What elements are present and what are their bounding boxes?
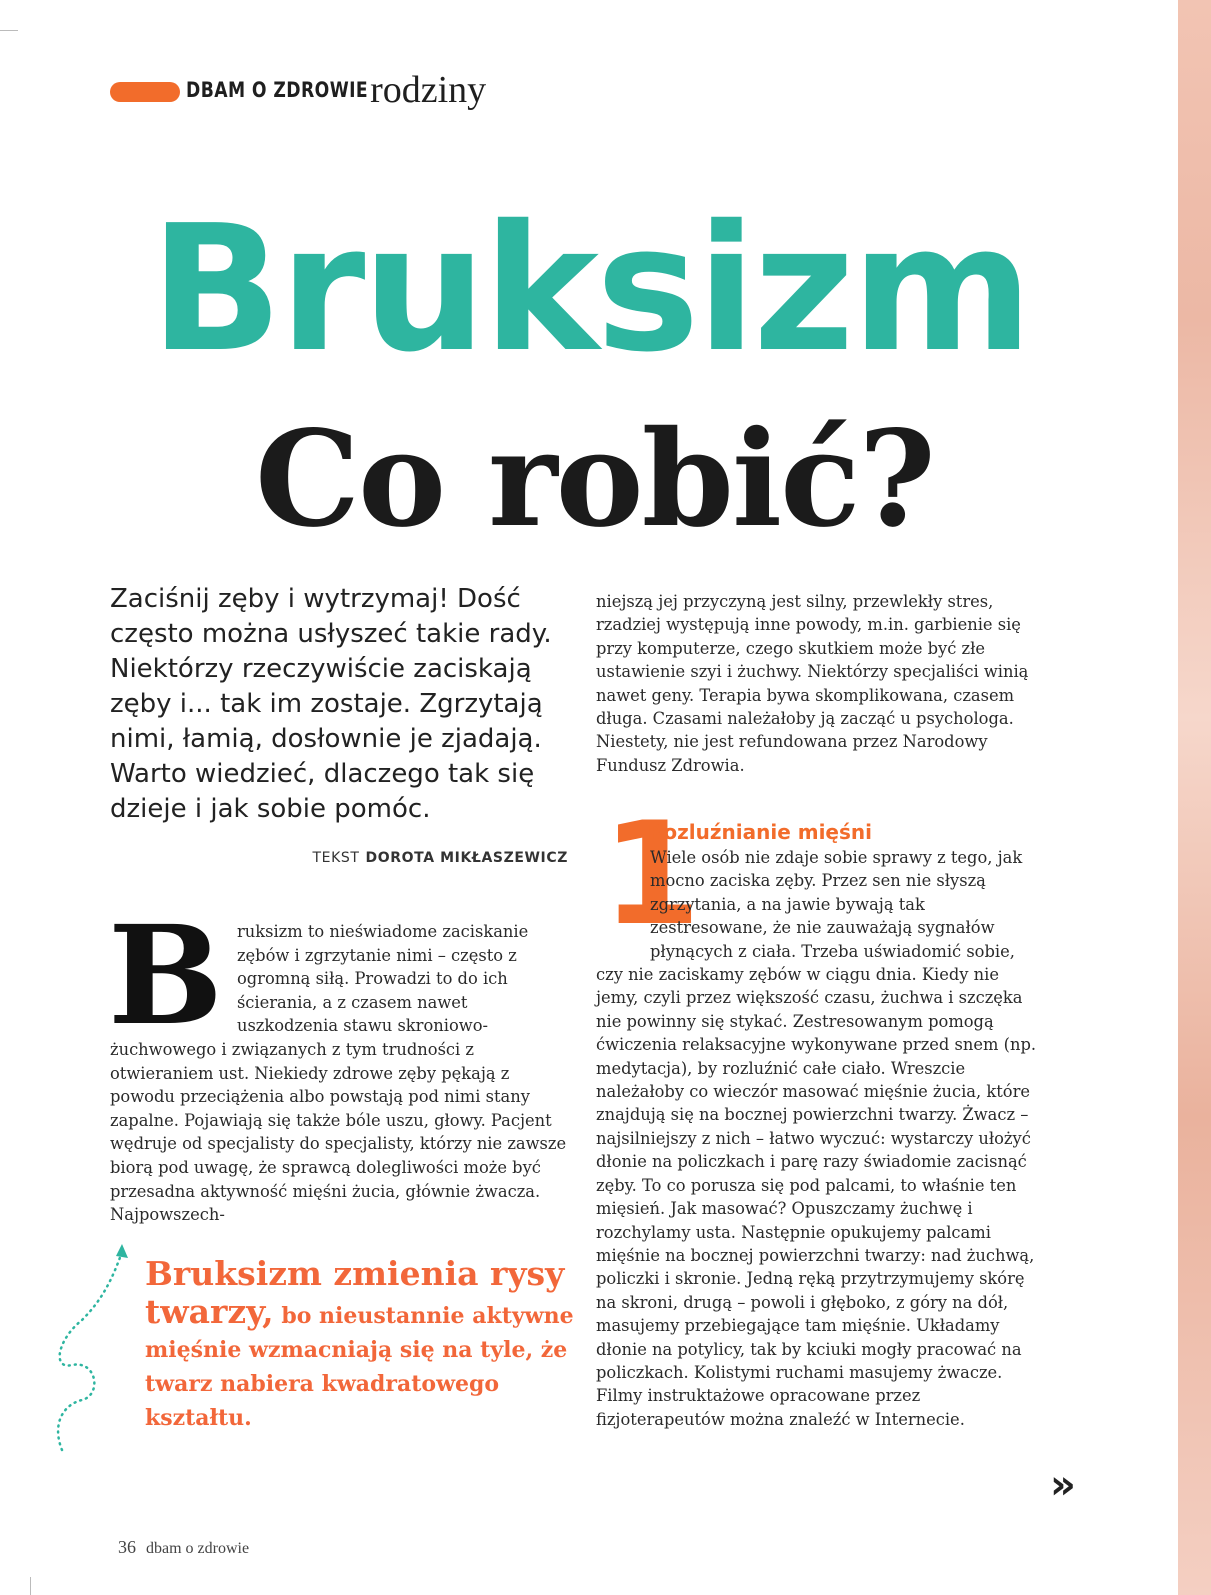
section-number: 1 (602, 792, 701, 957)
pull-quote (145, 1254, 585, 1436)
section-title: Rozluźnianie mięśni (648, 820, 872, 844)
section-subname: rodziny (370, 69, 487, 111)
headline: Bruksizm (150, 188, 1030, 391)
crop-mark-top (0, 30, 18, 31)
intro-text: ruksizm to nieświadome zaciskanie zębów i zgrzytanie nimi – często z ogromną siłą. Prowadzi to do ich ścierania, a z czasem nawet uszkodzenia stawu skroniowo-żuchwowego i związanych z tym trudności z otwieraniem ust. Niekiedy zdrowe zęby pękają z powodu przeciążenia albo powstają pod nimi stany zapalne. Pojawiają się także bóle uszu, głowy. Pacjent wędruje od specjalisty do specjalisty, którzy nie zawsze biorą pod uwagę, że sprawcą dolegliwości może być przesadna aktywność mięśni żucia, głównie żwacza. Najpowszech- (110, 922, 567, 1225)
page-number: 36 (118, 1537, 136, 1557)
next-page-chevron-icon: » (1050, 1462, 1076, 1508)
magazine-name: dbam o zdrowie (146, 1540, 250, 1557)
continuation-paragraph: niejszą jej przyczyną jest silny, przewlekły stres, rzadziej występują inne powody, m.in. garbienie się przy komputerze, czego skutkiem może być złe ustawienie szyi i żuchwy. Niektórzy specjaliści winią nawet geny. Terapia bywa skomplikowana, czasem długa. Czasami należałoby ją zacząć u psychologa. Niestety, nie jest refundowana przez Narodowy Fundusz Zdrowia. (596, 592, 1029, 775)
drop-cap: B (108, 896, 223, 1056)
section-name: DBAM O ZDROWIE (186, 78, 369, 102)
lead-paragraph: Zaciśnij zęby i wytrzymaj! Dość często można usłyszeć takie rady. Niektórzy rzeczywiście zaciskają zęby i... tak im zostaje. Zgrzytają nimi, łamią, dosłownie je zjadają. Warto wiedzieć, dlaczego tak się dzieje i jak sobie pomóc. (110, 584, 552, 824)
crop-mark-bottom (30, 1577, 31, 1595)
byline-author: DOROTA MIKŁASZEWICZ (365, 850, 568, 866)
section-pill-icon (110, 82, 180, 102)
byline (288, 850, 568, 866)
pull-quote-rest: bo nieustannie aktywne mięśnie wzmacniają się na tyle, że twarz nabiera kwadratowego kształtu. (145, 1303, 574, 1431)
section-1-body (596, 846, 1041, 1431)
section-1-text: Wiele osób nie zdaje sobie sprawy z tego, jak mocno zaciska zęby. Przez sen nie słyszą zgrzytania, a na jawie bywają tak zestresowane, że nie zauważają sygnałów płynących z ciała. Trzeba uświadomić sobie, czy nie zaciskamy zębów w ciągu dnia. Kiedy nie jemy, czyli przez większość czasu, żuchwa i szczęka nie powinny się stykać. Zestresowanym pomogą ćwiczenia relaksacyjne wykonywane przed snem (np. medytacja), by rozluźnić całe ciało. Wreszcie należałoby co wieczór masować mięśnie żucia, które znajdują się na bocznej powierzchni twarzy. Żwacz – najsilniejszy z nich – łatwo wyczuć: wystarczy ułożyć dłonie na policzkach i parę razy świadomie zacisnąć zęby. To co porusza się pod palcami, to właśnie ten mięsień. Jak masować? Opuszczamy żuchwę i rozchylamy usta. Następnie opukujemy palcami mięśnie na bocznej powierzchni twarzy: nad żuchwą, policzki i skronie. Jedną ręką przytrzymujemy skórę na skroni, drugą – powoli i głęboko, z góry na dół, masujemy przebiegające tam mięśnie. Układamy dłonie na potylicy, tak by kciuki mogły pracować na policzkach. Kolistymi ruchami masujemy żwacze. Filmy instruktażowe opracowane przez fizjoterapeutów można znaleźć w Internecie. (596, 848, 1037, 1429)
byline-label: TEKST (312, 850, 360, 866)
intro-paragraph (108, 896, 570, 1227)
edge-photo-strip (1178, 0, 1211, 1595)
page-footer (118, 1537, 249, 1558)
subheadline: Co robić? (255, 402, 934, 557)
section-header (110, 69, 487, 112)
dotted-arrow-icon (42, 1240, 142, 1460)
pull-quote-lead: Bruksizm zmienia rysy twarzy, (145, 1254, 565, 1331)
